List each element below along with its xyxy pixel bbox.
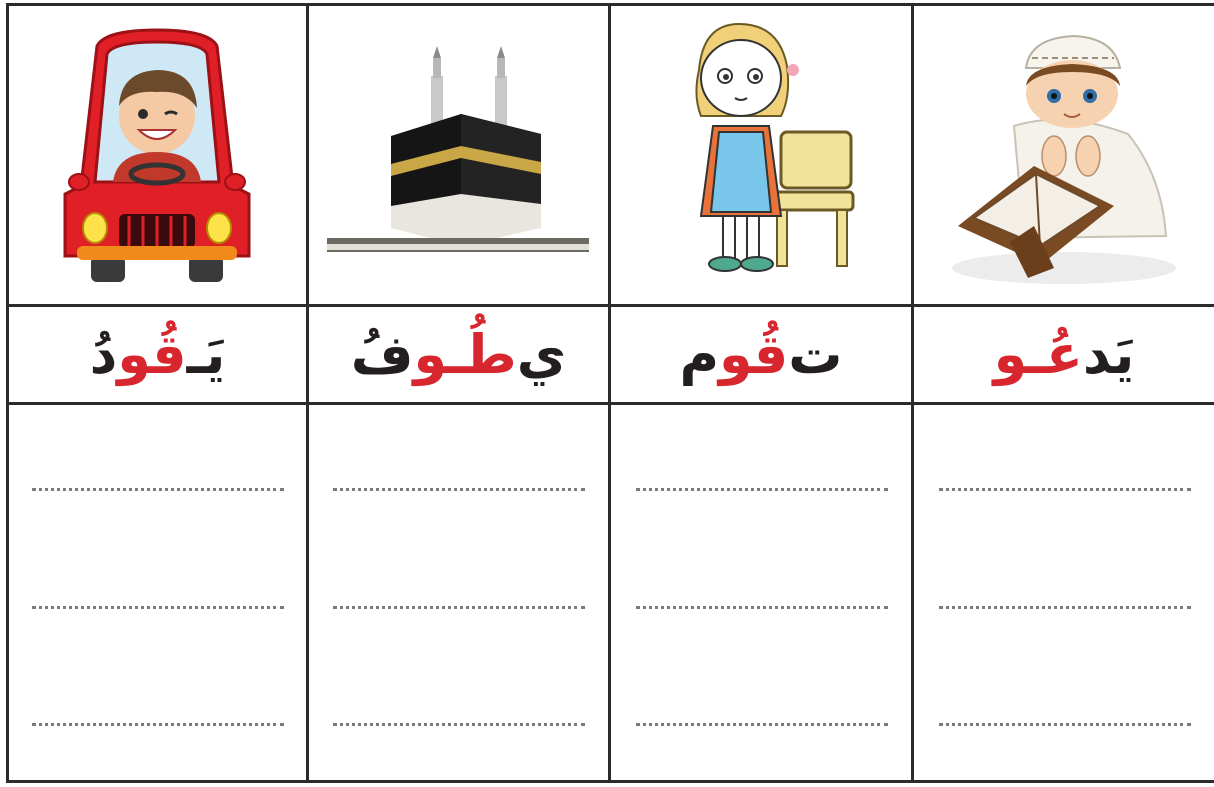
writing-line[interactable] xyxy=(32,606,284,609)
word-part-highlight: طُـو xyxy=(413,323,517,386)
word-cell-3 xyxy=(611,307,911,402)
word-part-highlight: قُو xyxy=(719,323,789,386)
boy-praying-icon xyxy=(914,6,1214,304)
writing-line[interactable] xyxy=(32,488,284,491)
writing-line[interactable] xyxy=(32,723,284,726)
word-part: م xyxy=(679,323,720,386)
writing-line[interactable] xyxy=(333,606,585,609)
word-part: ت xyxy=(788,323,843,386)
word-part: دُ xyxy=(89,323,118,386)
picture-cell-girl xyxy=(611,6,911,304)
picture-cell-boy xyxy=(914,6,1214,304)
writing-line[interactable] xyxy=(939,606,1191,609)
writing-line[interactable] xyxy=(636,723,888,726)
word-yatufu xyxy=(309,307,608,402)
word-part-highlight: عُـو xyxy=(993,323,1083,386)
picture-cell-kaaba xyxy=(309,6,608,304)
writing-line[interactable] xyxy=(333,723,585,726)
writing-line[interactable] xyxy=(333,488,585,491)
writing-line[interactable] xyxy=(636,606,888,609)
writing-line[interactable] xyxy=(636,488,888,491)
kaaba-icon xyxy=(309,6,608,304)
word-taqum xyxy=(611,307,911,402)
writing-line[interactable] xyxy=(939,723,1191,726)
word-part: يَد xyxy=(1082,323,1135,386)
word-cell-1 xyxy=(9,307,306,402)
word-yadu xyxy=(914,307,1214,402)
word-part-highlight: قُو xyxy=(117,323,187,386)
picture-cell-car xyxy=(9,6,306,304)
word-cell-2 xyxy=(309,307,608,402)
girl-standing-icon xyxy=(611,6,911,304)
writing-line[interactable] xyxy=(939,488,1191,491)
word-part: يَـ xyxy=(186,323,226,386)
word-yaqudu xyxy=(9,307,306,402)
word-part: فُ xyxy=(350,323,414,386)
word-part: ي xyxy=(516,323,567,386)
car-driver-icon xyxy=(9,6,306,304)
word-cell-4 xyxy=(914,307,1214,402)
